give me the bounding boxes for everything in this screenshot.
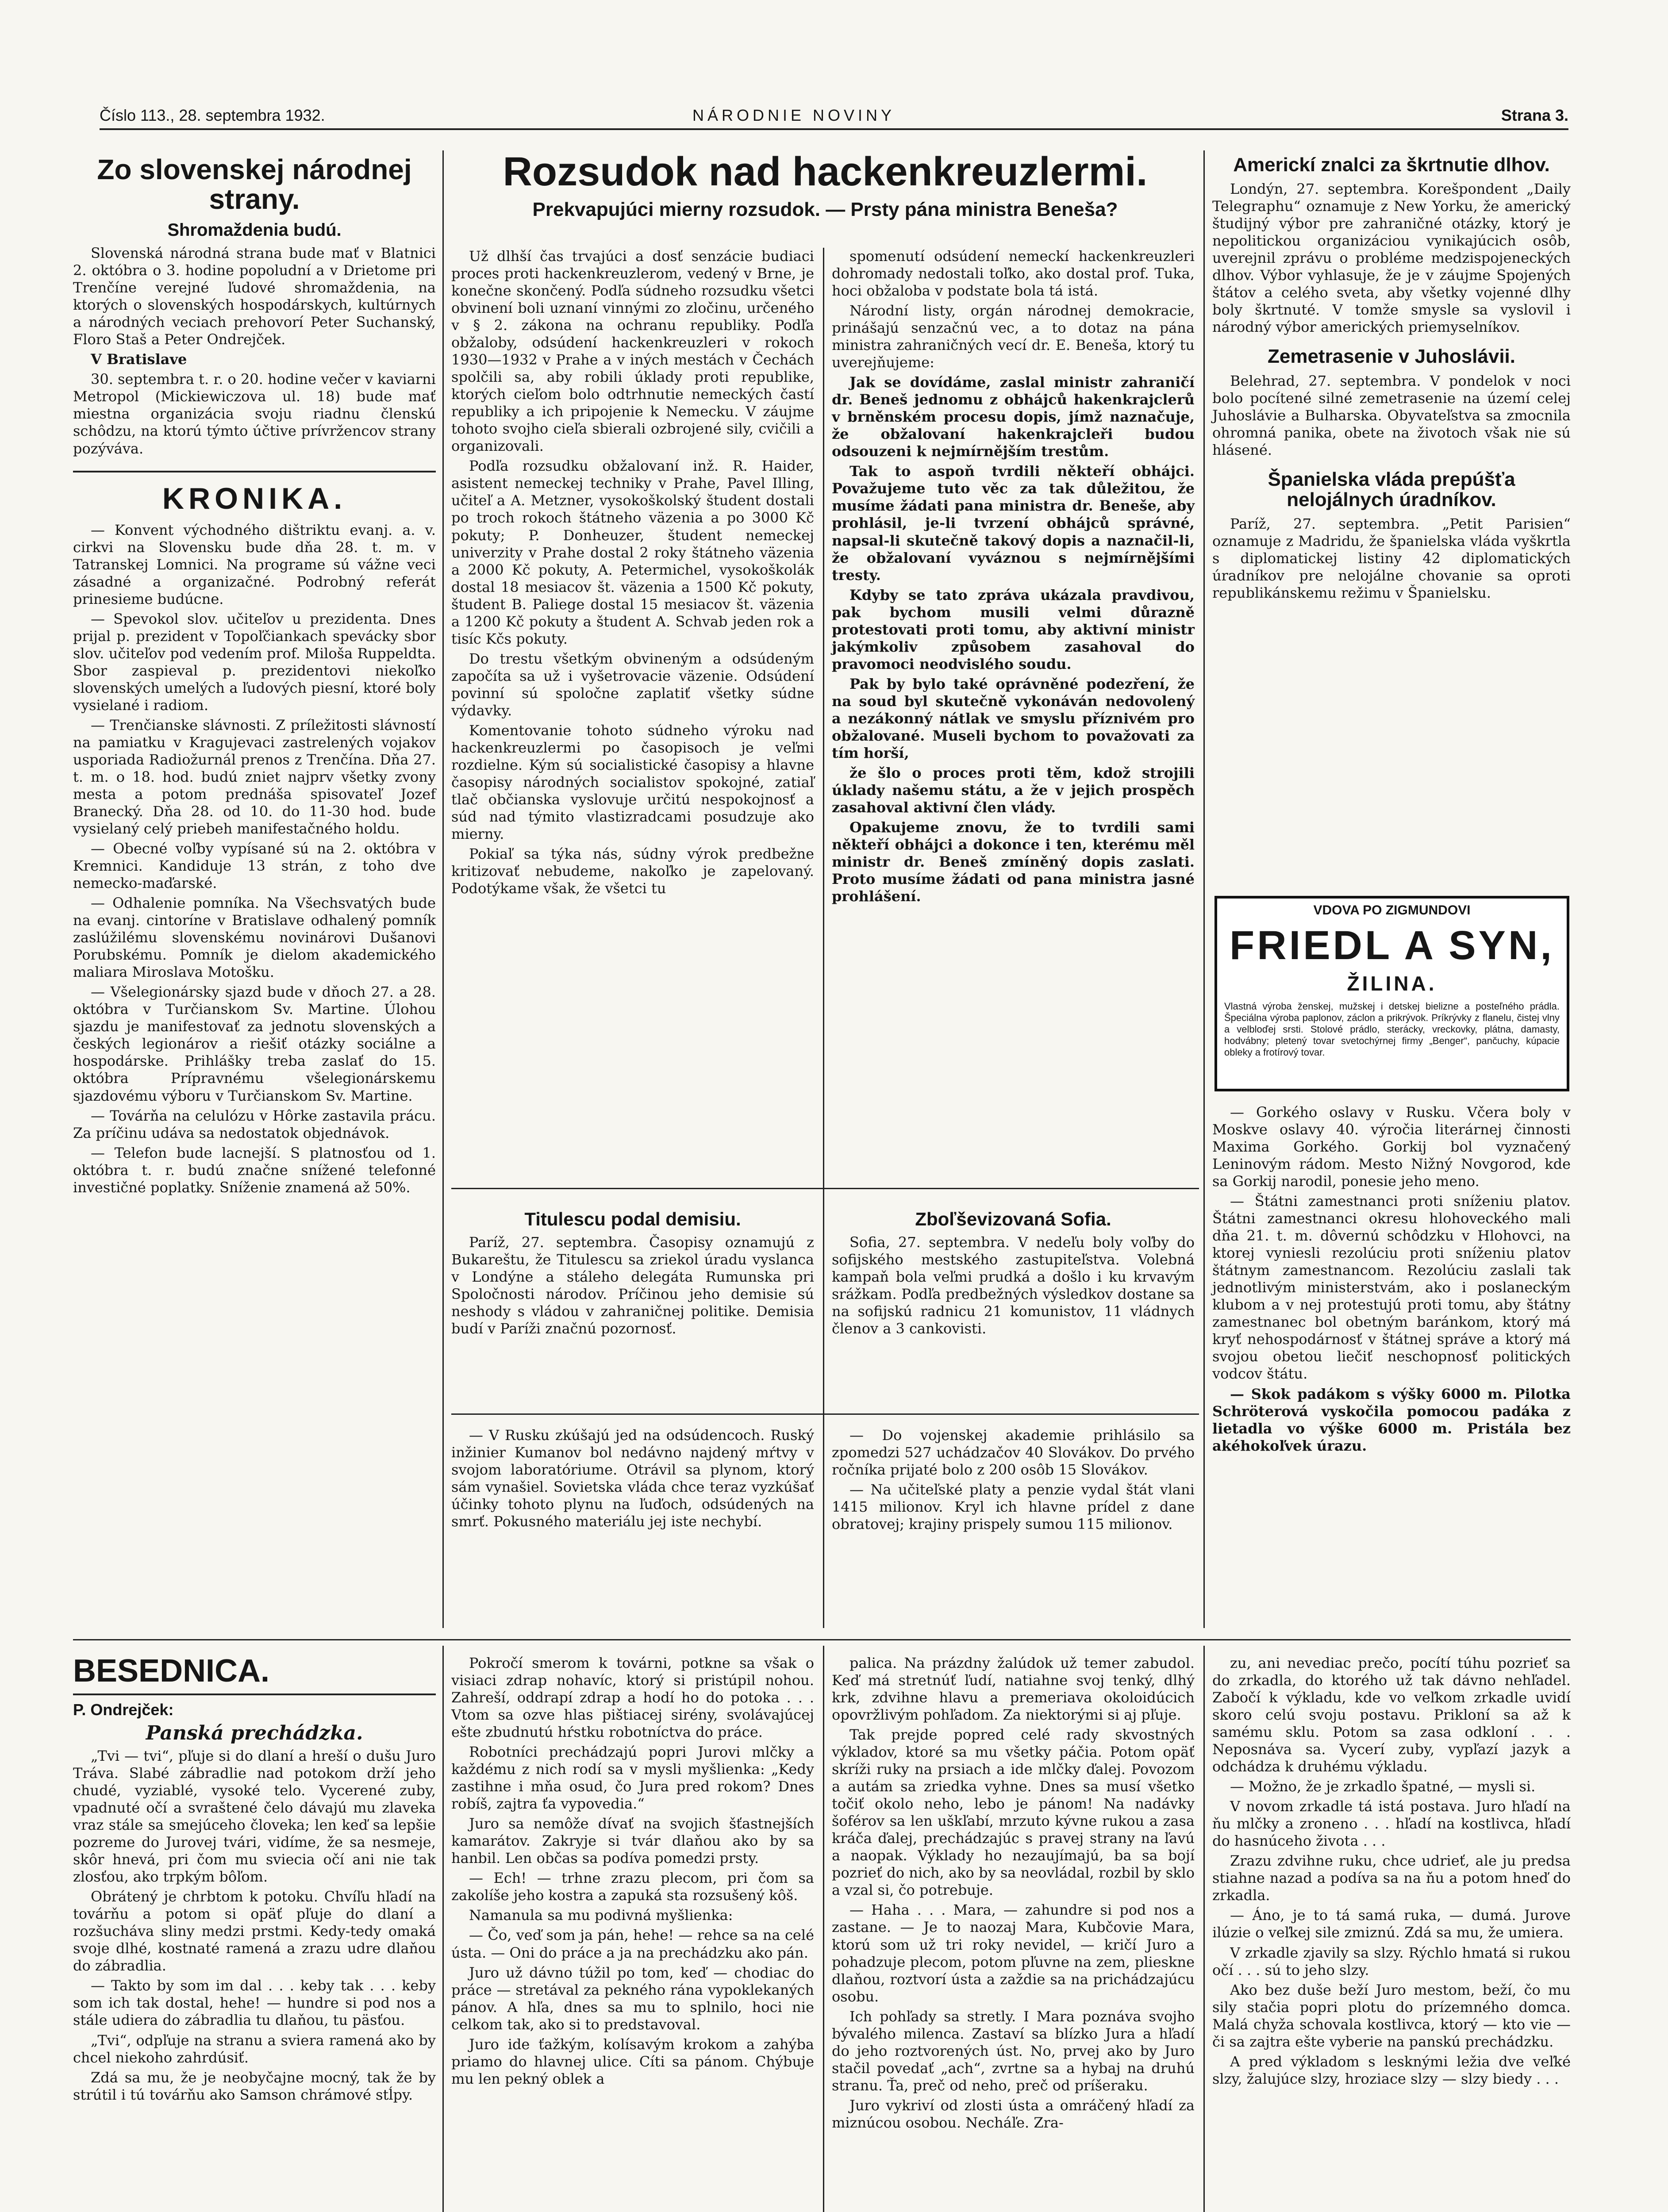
quote-paragraph: Tak to aspoň tvrdili někteří obhájci. Považujeme tuto věc za tak důležitou, že musíme žádati pana ministra dr. Beneše, aby prohlásil, je-li tvrzení obhájců správné, napsal-li skutečně takový dopis a naznačil-li, že obžalovaní vyváznou s nejmírnějšími tresty. bbox=[832, 463, 1195, 584]
rule bbox=[73, 471, 436, 472]
story-paragraph: — Takto by som im dal . . . keby tak . . . keby som ich tak dostal, hehe! — hundre si pod nos a stále udiera do zábradlia tu dlaňou, tu päsťou. bbox=[73, 1977, 436, 2029]
right-column bbox=[1212, 155, 1571, 604]
story-paragraph: Namanula sa mu podivná myšlienka: bbox=[469, 1907, 733, 1924]
story-paragraph: „Tvi — tvi“, pľuje si do dlaní a hreší o dušu Juro Tráva. Slabé zábradlie nad potokom drží jeho chudé, vyziablé, vysoké telo. Vycerené zuby, vpadnuté očí a svraštené čelo dávajú mu zlaveka vraz stále sa smejúceho človeka; len keď sa lepšie pozreme do Jurovej tvári, vidíme, že sa nesmeje, skôr hnevá, pri čom mu sviecia očí ani nie tak zlosťou, ako trpkým bôľom. bbox=[73, 1747, 436, 1886]
note-text: — Gorkého oslavy v Rusku. Včera boly v Moskve oslavy 40. výročia literárnej činnosti Maxima Gorkého. Gorkij bol vyznačený Leninovým rádom. Mesto Nižný Novgorod, kde sa Gorkij narodil, ponesie jeho meno. bbox=[1212, 1104, 1571, 1190]
rule bbox=[451, 1413, 1199, 1415]
quote-paragraph: Pak by bylo také oprávněné podezření, že na soud byl skutečně vykonáván nedovolený a nezákonný nátlak ve smyslu příznivém pro obžalované. Museli bychom to považovati za tím horší, bbox=[832, 675, 1195, 761]
column-divider bbox=[823, 1646, 824, 2212]
story-paragraph: — Áno, je to tá samá ruka, — dumá. Jurove ilúzie o veľkej sile zmiznú. Zdá sa mu, že umiera. bbox=[1212, 1907, 1571, 1941]
party-paragraph: V Bratislave bbox=[91, 351, 187, 368]
middle-col-1 bbox=[451, 248, 814, 900]
kronika-list bbox=[73, 522, 436, 1196]
ad-company: FRIEDL A SYN, bbox=[1230, 923, 1554, 968]
article-paragraph: Národní listy, orgán národnej demokracie, prinášajú senzačnú vec, a to dotaz na pána ministra zahraničných vecí dr. E. Beneša, ktorý tu uverejňujeme: bbox=[832, 302, 1195, 371]
story-paragraph: — Haha . . . Mara, — zahundre si pod nos a zastane. — Je to naozaj Mara, Kubčovie Mara, ktorú som už tri roky nevidel, — kričí Juro a pohadzuje plecom, potom pľuvne na zem, plieskne dlaňou, roztvorí ústa a zaždie sa na prichádzajúcu osobu. bbox=[832, 1901, 1195, 2005]
column-divider bbox=[442, 1646, 444, 2212]
story-author: P. Ondrejček: bbox=[73, 1700, 174, 1719]
zem-text: Belehrad, 27. septembra. V pondelok v noci bolo pocítené silné zemetrasenie na území celej Juhoslávie a Bulharska. Obyvateľstva sa zmocnila ohromná panika, obete na životoch však nie sú hlásené. bbox=[1212, 372, 1571, 458]
amer-text: Londýn, 27. septembra. Korešpondent „Daily Telegraphu“ oznamuje z New Yorku, že americký študijný výbor pre zahraničné otázky, ktorý je nepolitickou organizáciou vynikajúcich osôb, uverejnil zprávu o probléme medzispojeneckých dlhov. Výbor vyhlasuje, že je v záujme Spojených štátov a celého sveta, aby všetky vojenné dlhy boly škrtnuté. V tomže smysle sa vyslovil i národný výbor amerických priemyselníkov. bbox=[1212, 180, 1571, 336]
kronika-item: — Všelegionársky sjazd bude v dňoch 27. a 28. októbra v Turčianskom Sv. Martine. Úlohou sjazdu je manifestovať za jednotu slovenských a českých legionárov a riešiť otázky sociálne a hospodárske. Prihlášky treba zaslať do 15. októbra Prípravnému všelegionárskemu sjazdovému výboru v Turčianskom Sv. Martine. bbox=[73, 983, 436, 1104]
story-title: Panská prechádzka. bbox=[146, 1721, 363, 1744]
middle-article bbox=[451, 150, 1199, 224]
besednica-title: BESEDNICA. bbox=[73, 1653, 270, 1689]
story-paragraph: Juro ide ťažkým, kolísavým krokom a zahýba priamo do hlavnej ulice. Cíti sa pánom. Chýbuje mu len pekný oblek a bbox=[451, 2035, 814, 2087]
story-paragraph: Ich pohľady sa stretly. I Mara poznáva svojho bývalého milenca. Zastaví sa blízko Jura a hľadí do jeho roztvorených úst. No, prvej ako by Juro stačil povedať „ach“, zvrtne sa a hybaj na druhú stranu. Ťa, preč od neho, preč od príšeraku. bbox=[832, 2008, 1195, 2094]
quote-paragraph: Kdyby se tato zpráva ukázala pravdivou, pak bychom musili velmi důrazně protestovati proti tomu, aby aktivní ministr jakýmkoliv způsobem zasahoval do pravomoci neodvislého soudu. bbox=[832, 586, 1195, 672]
rusko-note bbox=[451, 1427, 814, 1533]
titulescu-article bbox=[451, 1203, 814, 1340]
quote-paragraph: Jak se dovídáme, zaslal ministr zahraničí dr. Beneš jednomu z obhájců hakenkrajclerů v brněnském procesu dopis, jímž naznačuje, že obžalovaní hakenkrajcleři budou odsouzeni k nejmírnějším trestům. bbox=[832, 374, 1195, 460]
article-title: Rozsudok nad hackenkreuzlermi. bbox=[503, 149, 1148, 194]
kronika-item: — Spevokol slov. učiteľov u prezidenta. Dnes prijal p. prezident v Topoľčiankach spevácky sbor slov. učiteľov pod vedením prof. Miloša Ruppeldta. Sbor zaspieval p. prezidentovi niekoľko slovenských umelých a ľudových piesní, ktoré boly vysielané i radiom. bbox=[73, 610, 436, 714]
story-paragraph: — Možno, že je zrkadlo špatné, — mysli si. bbox=[1230, 1778, 1536, 1795]
rule bbox=[73, 1694, 436, 1695]
article-paragraph: spomenutí odsúdení nemeckí hackenkreuzleri dohromady nedostali toľko, ako dostal prof. Tuka, hoci obžaloba v podstate bola tá istá. bbox=[832, 248, 1195, 300]
party-paragraph: 30. septembra t. r. o 20. hodine večer v kaviarni Metropol (Mickiewiczova ul. 18) bude mať miestna organizácia svoju riadnu členskú schôdzu, na ktorú týmto účtive prívržencov strany pozýváva. bbox=[73, 371, 436, 457]
story-paragraph: Juro sa nemôže dívať na svojich šťastnejších kamarátov. Zakryje si tvár dlaňou ako by sa hanbil. Len občas sa podíva pomedzi prsty. bbox=[451, 1815, 814, 1867]
rule bbox=[73, 1639, 1571, 1640]
note-text: — V Rusku zkúšajú jed na odsúdencoch. Ruský inžinier Kumanov bol nedávno najdený mŕtvy v svojom laboratóriume. Otrávil sa plynom, ktorý sám vynašiel. Sovietska vláda chce teraz vyzkúšať účinky tohoto plynu na ľuďoch, odsúdených na smrť. Pokusného materiálu jej iste nechybí. bbox=[451, 1427, 814, 1530]
titulescu-title: Titulescu podal demisiu. bbox=[524, 1209, 741, 1229]
party-title: Zo slovenskej národnej strany. bbox=[97, 154, 412, 215]
note-text: — Na učiteľské platy a penzie vydal štát vlani 1415 milionov. Kryl ich hlavne prídel z dane obratovej; krajiny prispely sumou 115 milionov. bbox=[832, 1481, 1195, 1533]
page-number: Strana 3. bbox=[1501, 106, 1568, 124]
story-col-2 bbox=[451, 1655, 814, 2090]
story-paragraph: V zrkadle zjavily sa slzy. Rýchlo hmatá si rukou očí . . . sú to jeho slzy. bbox=[1212, 1944, 1571, 1978]
right-notes bbox=[1212, 1104, 1571, 1457]
party-paragraph: Slovenská národná strana bude mať v Blatnici 2. októbra o 3. hodine popoludní a v Drietome pri Trenčíne verejné ľudové shromaždenia, na ktorých o slovenských hospodárskych, kultúrnych a národných veciach prehovorí Peter Suchanský, Floro Staš a Peter Ondrejček. bbox=[73, 245, 436, 348]
story-paragraph: Ako bez duše beží Juro mestom, beží, čo mu sily stačia popri plotu do prízemného domca. Malá chyža schovala kostlivca, ktorý — kto vie — či sa zajtra ešte vyberie na panskú prechádzku. bbox=[1212, 1981, 1571, 2050]
issue-info: Číslo 113., 28. septembra 1932. bbox=[100, 106, 325, 124]
note-text: — Skok padákom s výšky 6000 m. Pilotka Schröterová vyskočila pomocou padáka z lietadla vo výške 6000 m. Pristála bez akéhokoľvek úrazu. bbox=[1212, 1385, 1571, 1454]
column-divider bbox=[1203, 150, 1205, 1628]
story-paragraph: Tak prejde popred celé rady skvostných výkladov, ktoré sa mu všetky páčia. Potom opäť skríži ruky na prsiach a ide mlčky ďalej. Povozom a autám sa zriedka vyhne. Dnes sa musí všetko točiť okolo neho, lebo je pánom! Na nadávky šoférov sa len uškľabí, mrzuto kývne rukou a zasa kráča ďalej, prechádzajúc s pravej strany na ľavú a naopak. Výklady ho nezaujímajú, ba sa bojí pozrieť do nich, ako by sa neovládal, rozbil by sklo a vzal si, čo potrebuje. bbox=[832, 1726, 1195, 1899]
titulescu-text: Paríž, 27. septembra. Časopisy oznamujú z Bukareštu, že Titulescu sa zriekol úradu vyslanca v Londýne a stáleho delegáta Rumunska pri Spoločnosti národov. Príčinou jeho demisie sú neshody s vládou v zahraničnej politike. Demisia budí v Paríži značnú pozornosť. bbox=[451, 1234, 814, 1337]
story-paragraph: — Ech! — trhne zrazu plecom, pri čom sa zakolíše jeho kostra a zapuká sta rozsušený kôš. bbox=[451, 1870, 814, 1904]
story-paragraph: Zrazu zdvihne ruku, chce udrieť, ale ju predsa stiahne nazad a podíva sa na ňu a potom hneď do zrkadla. bbox=[1212, 1852, 1571, 1904]
story-paragraph: „Tvi“, odpľuje na stranu a sviera ramená ako by chcel niekoho zahrdúsiť. bbox=[73, 2032, 436, 2066]
story-paragraph: Juro vykriví od zlosti ústa a omráčený hľadí za miznúcou osobou. Necháľe. Zra- bbox=[832, 2097, 1195, 2131]
ad-text: Vlastná výroba ženskej, mužskej i detskej bielizne a posteľného prádla. Špeciálna výroba paplonov, záclon a prikrývok. Príkrývky z flanelu, čistej vlny a velbloďej srsti. Stolové prádlo, sterácky, vreckovky, plátna, damasty, hodvábny; pletený tovar svetochýrnej firmy „Benger“, pančuchy, kúpacie obleky a frotírový tovar. bbox=[1224, 1001, 1560, 1058]
story-paragraph: Juro už dávno túžil po tom, keď — chodiac do práce — stretával za pekného rána vypoklekaných pánov. A hľa, dnes sa mu to splnilo, hoci nie celkom tak, ako si to predstavoval. bbox=[451, 1964, 814, 2033]
article-paragraph: Podľa rozsudku obžalovaní inž. R. Haider, asistent nemeckej techniky v Prahe, Pavel Illing, učiteľ a A. Metzner, vysokoškolský študent dostali po troch rokoch štátneho väzenia a po 3000 Kč pokuty; P. Donheuzer, študent nemeckej univerzity v Prahe dostal 2 roky štátneho väzenia a 2000 Kč pokuty, A. Petermichel, vysokoškolák dostal 18 mesiacov št. väzenia a 1500 Kč pokuty, študent B. Paliege dostal 15 mesiacov št. väzenia a 1200 Kč pokuty a študent A. Schvab jeden rok a tisíc Kčs pokuty. bbox=[451, 457, 814, 647]
kronika-item: — Telefon bude lacnejší. S platnosťou od 1. októbra t. r. budú značne snížené telefonné investičné poplatky. Sníženie znamená až 50%. bbox=[73, 1144, 436, 1196]
ad-top: VDOVA PO ZIGMUNDOVI bbox=[1313, 903, 1471, 918]
kronika-item: — Továrňa na celulózu v Hôrke zastavila prácu. Za príčinu udáva sa nedostatok objednávok. bbox=[73, 1107, 436, 1141]
party-subtitle: Shromaždenia budú. bbox=[167, 220, 342, 240]
story-paragraph: Pokročí smerom k továrni, potkne sa však o visiaci zdrap nohavíc, ktorý si pristúpil nohou. Zahreší, oddrapí zdrap a hodí ho do potoka . . . Vtom sa ozve hlas pištiacej sirény, svolávajúcej ešte zbudnutú hŕstku robotníctva do práce. bbox=[451, 1655, 814, 1741]
article-subtitle: Prekvapujúci mierny rozsudok. — Prsty pána ministra Beneša? bbox=[532, 198, 1118, 220]
article-paragraph: Už dlhší čas trvajúci a dosť senzácie budiaci proces proti hackenkreuzlerom, vedený v Brne, je konečne skončený. Podľa súdneho rozsudku všetci obvinení boli uznaní vinnými zo zločinu, určeného v § 2. zákona na ochranu republiky. Podľa obžaloby, odsúdení hackenkreuzleri v rokoch 1930—1932 v Prahe a v iných mestách v Čechách spolčili sa, aby robili úklady proti republike, ktorých cieľom bolo odtrhnutie nemeckých častí republiky a ich pripojenie k Nemecku. V záujme tohoto svojho cieľa sbierali ozbrojené sily, cvičili a organizovali. bbox=[451, 248, 814, 455]
span-title: Španielska vláda prepúšťa nelojálnych úradníkov. bbox=[1268, 468, 1515, 511]
story-paragraph: V novom zrkadle tá istá postava. Juro hľadí na ňu mlčky a zroneno . . . hľadí na kostlivca, hľadí do hasnúceho života . . . bbox=[1212, 1798, 1571, 1850]
story-paragraph: A pred výkladom s lesknými ležia dve veľké slzy, žalujúce slzy, hroziace slzy — slzy biedy . . . bbox=[1212, 2053, 1571, 2087]
left-column bbox=[73, 155, 436, 1199]
middle-col-2 bbox=[832, 248, 1195, 908]
besednica-header bbox=[73, 1655, 436, 1750]
story-col-3 bbox=[832, 1655, 1195, 2134]
column-divider bbox=[1203, 1646, 1205, 2212]
sofia-title: Zboľševizovaná Sofia. bbox=[915, 1209, 1111, 1229]
zem-title: Zemetrasenie v Juhoslávii. bbox=[1267, 346, 1516, 368]
ad-city: ŽILINA. bbox=[1347, 972, 1437, 995]
column-divider bbox=[823, 248, 824, 1628]
note-text: — Štátni zamestnanci proti sníženiu platov. Štátni zamestnanci okresu hlohoveckého mali dňa 21. t. m. dôvernú schôdzku v Hlohovci, na ktorej vyniesli rezolúciu proti sníženiu platov štátnym zamestnancom. Rezolúciu zaslali tak jednotlivým ministerstvám, ako i poslaneckým klubom a v nej protestujú proti tomu, aby štátny zamestnanec bol obetným baránkom, ktorý má kryť nehospodárnosť v štátnej správe a ktorý má svojou obetou liečiť neschopnosť politických vodcov štátu. bbox=[1212, 1193, 1571, 1382]
story-paragraph: zu, ani nevediac prečo, pocítí túhu pozrieť sa do zrkadla, do ktorého už tak dávno nehľadel. Zabočí k výkladu, kde vo veľkom zrkadle uvidí skoro celú svoju postavu. Prikloní sa až k samému sklu. Potom sa zasa odkloní . . . Neposnáva sa. Vycerí zuby, vypľazí jazyk a odchádza k druhému výkladu. bbox=[1212, 1655, 1571, 1775]
sofia-article bbox=[832, 1203, 1195, 1340]
sofia-text: Sofia, 27. septembra. V nedeľu boly voľby do sofijského mestského zastupiteľstva. Volebná kampaň bola veľmi prudká a došlo i ku krvavým srážkam. Podľa predbežných výsledkov dostane sa na sofijskú radnicu 21 komunistov, 11 vládnych členov a 3 cankovisti. bbox=[832, 1234, 1195, 1337]
notes-right bbox=[832, 1427, 1195, 1536]
story-paragraph: Zdá sa mu, že je neobyčajne mocný, tak že by strútil i tú továrňu ako Samson chrámové stĺpy. bbox=[73, 2069, 436, 2103]
amer-title: Americkí znalci za škrtnutie dlhov. bbox=[1233, 154, 1550, 176]
newspaper-name: NÁRODNIE NOVINY bbox=[692, 106, 895, 124]
story-paragraph: — Čo, veď som ja pán, hehe! — rehce sa na celé ústa. — Oni do práce a ja na prechádzku ako pán. bbox=[451, 1927, 814, 1961]
kronika-item: — Trenčianske slávnosti. Z príležitosti slávností na pamiatku v Kragujevaci zastrelených vojakov usporiada Radiožurnál prenos z Trenčína. Dňa 27. t. m. o 18. hod. budú zniet najprv všetky zvony mesta a potom prednáša spisovateľ Jozef Branecký. Dňa 28. od 10. do 11-30 hod. bude vysielaný celý priebeh manifestačného holdu. bbox=[73, 716, 436, 837]
article-paragraph: Pokiaľ sa týka nás, súdny výrok predbežne kritizovať nebudeme, nakoľko je zapelovaný. Podotýkame však, že všetci tu bbox=[451, 845, 814, 897]
story-col-1 bbox=[73, 1747, 436, 2106]
page-header bbox=[100, 102, 1568, 130]
quote-paragraph: Opakujeme znovu, že to tvrdili sami někteří obhájci a dokonce i ten, kterému měl ministr dr. Beneš zmíněný dopis zaslati. Proto musíme žádati od pana ministra jasné prohlášení. bbox=[832, 819, 1195, 905]
story-paragraph: Obrátený je chrbtom k potoku. Chvíľu hľadí na továrňu a potom si opäť pľuje do dlaní a rozšucháva sliny medzi prstmi. Kedy-tedy omaká svoje dlhé, kostnaté ramená a zrazu udre dlaňou do zábradlia. bbox=[73, 1888, 436, 1974]
quote-paragraph: že šlo o proces proti těm, kdož strojili úklady našemu státu, a že v jejich prospěch zasahoval aktivní člen vlády. bbox=[832, 764, 1195, 816]
kronika-title: KRONIKA. bbox=[162, 481, 347, 515]
span-text: Paríž, 27. septembra. „Petit Parisien“ oznamuje z Madridu, že španielska vláda vyškrtla s diplomatickej listiny 42 diplomatických úradníkov pre nelojálne chovanie sa oproti republikánskemu režimu v Španielsku. bbox=[1212, 515, 1571, 602]
story-col-4 bbox=[1212, 1655, 1571, 2090]
note-text: — Do vojenskej akademie prihlásilo sa zpomedzi 527 uchádzačov 40 Slovákov. Do prvého ročníka prijaté bolo z 200 osôb 15 Slovákov. bbox=[832, 1427, 1195, 1479]
kronika-item: — Odhalenie pomníka. Na Všechsvatých bude na evanj. cintoríne v Bratislave odhalený pomník zaslúžilému slovenskému novinárovi Dušanovi Porubskému. Pomník je dielom akademického maliara Miroslava Motošku. bbox=[73, 895, 436, 981]
advertisement bbox=[1214, 896, 1569, 1091]
kronika-item: — Obecné voľby vypísané sú na 2. októbra v Kremnici. Kandiduje 13 strán, z toho dve nemecko-maďarské. bbox=[73, 840, 436, 892]
rule bbox=[451, 1188, 1199, 1189]
article-paragraph: Do trestu všetkým obvineným a odsúdeným započíta sa už i vyšetrovacie väzenie. Odsúdení povinní sú spoločne zaplatiť všetky súdne výdavky. bbox=[451, 650, 814, 719]
story-paragraph: Robotníci prechádzajú popri Jurovi mlčky a každému z nich rodí sa v mysli myšlienka: „Kedy zastihne i mňa osud, čo Jura pred rokom? Dnes robíš, zajtra ťa vypovedia.“ bbox=[451, 1743, 814, 1813]
story-paragraph: palica. Na prázdny žalúdok už temer zabudol. Keď má stretnúť ľudí, natiahne svoj tenký, dlhý krk, zdvihne hlavu a premeriava okoloidúcich opovržlivým pohľadom. Za niektorými si aj pľuje. bbox=[832, 1655, 1195, 1724]
article-paragraph: Komentovanie tohoto súdneho výroku nad hackenkreuzlermi po časopisoch je veľmi rozdielne. Kým sú socialistické časopisy a hlavne časopisy národných socialistov spokojné, zatiaľ tlač občianska vyslovuje určitú nespokojnosť a súd nad týmito vlastizradcami posudzuje ako mierny. bbox=[451, 722, 814, 843]
column-divider bbox=[442, 150, 444, 1628]
kronika-item: — Konvent východného dištriktu evanj. a. v. cirkvi na Slovensku bude dňa 28. t. m. v Tatranskej Lomnici. Na programe sú vážne veci zásadné a organizačné. Podrobný referát prinesieme budúcne. bbox=[73, 521, 436, 607]
